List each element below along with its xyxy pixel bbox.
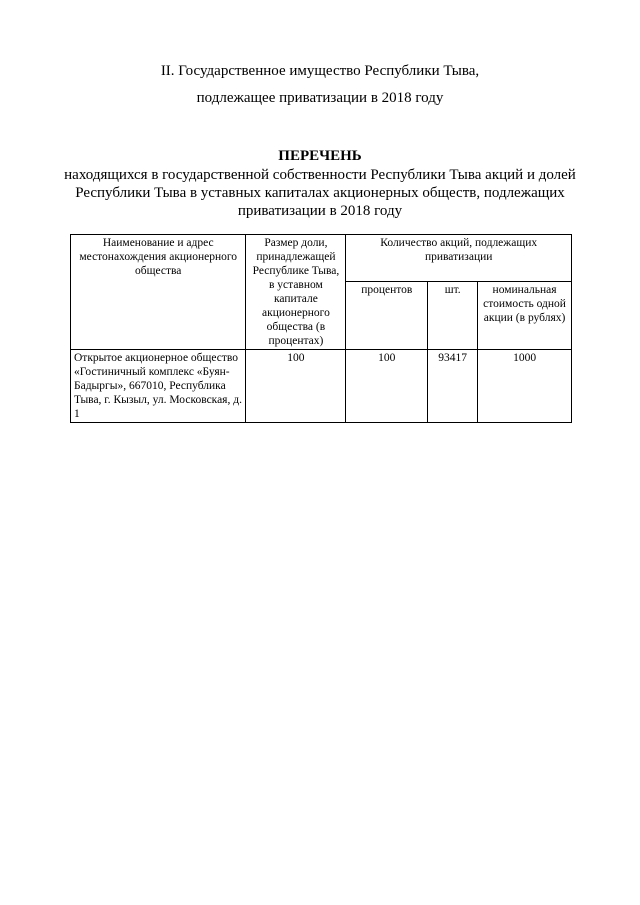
header-percent: процентов: [346, 281, 428, 349]
table-header-row: [71, 235, 572, 282]
header-pieces: шт.: [428, 281, 478, 349]
list-subtitle: находящихся в государственной собственности Республики Тыва акций и долей Республики Тыва в уставных капиталах акционерных обществ, подлежащих приватизации в 2018 году: [64, 167, 576, 219]
list-title: ПЕРЕЧЕНЬ: [278, 148, 362, 164]
cell-pieces: 93417: [428, 350, 478, 423]
section-heading-line-2: подлежащее приватизации в 2018 году: [196, 90, 444, 106]
header-nominal: номинальная стоимость одной акции (в рублях): [478, 281, 572, 349]
cell-share: 100: [246, 350, 346, 423]
header-shares-group: Количество акций, подлежащих приватизации: [346, 235, 572, 282]
cell-nominal: 1000: [478, 350, 572, 423]
header-share: Размер доли, принадлежащей Республике Тыва, в уставном капитале акционерного общества (в процентах): [246, 235, 346, 350]
header-name: Наименование и адрес местонахождения акционерного общества: [71, 235, 246, 350]
cell-percent: 100: [346, 350, 428, 423]
table-row: [71, 350, 572, 423]
section-heading-line-1: II. Государственное имущество Республики Тыва,: [160, 63, 480, 79]
privatization-table: [70, 234, 572, 423]
cell-company-name: Открытое акционерное общество «Гостиничный комплекс «Буян-Бадыргы», 667010, Республика Тыва, г. Кызыл, ул. Московская, д. 1: [71, 350, 246, 423]
